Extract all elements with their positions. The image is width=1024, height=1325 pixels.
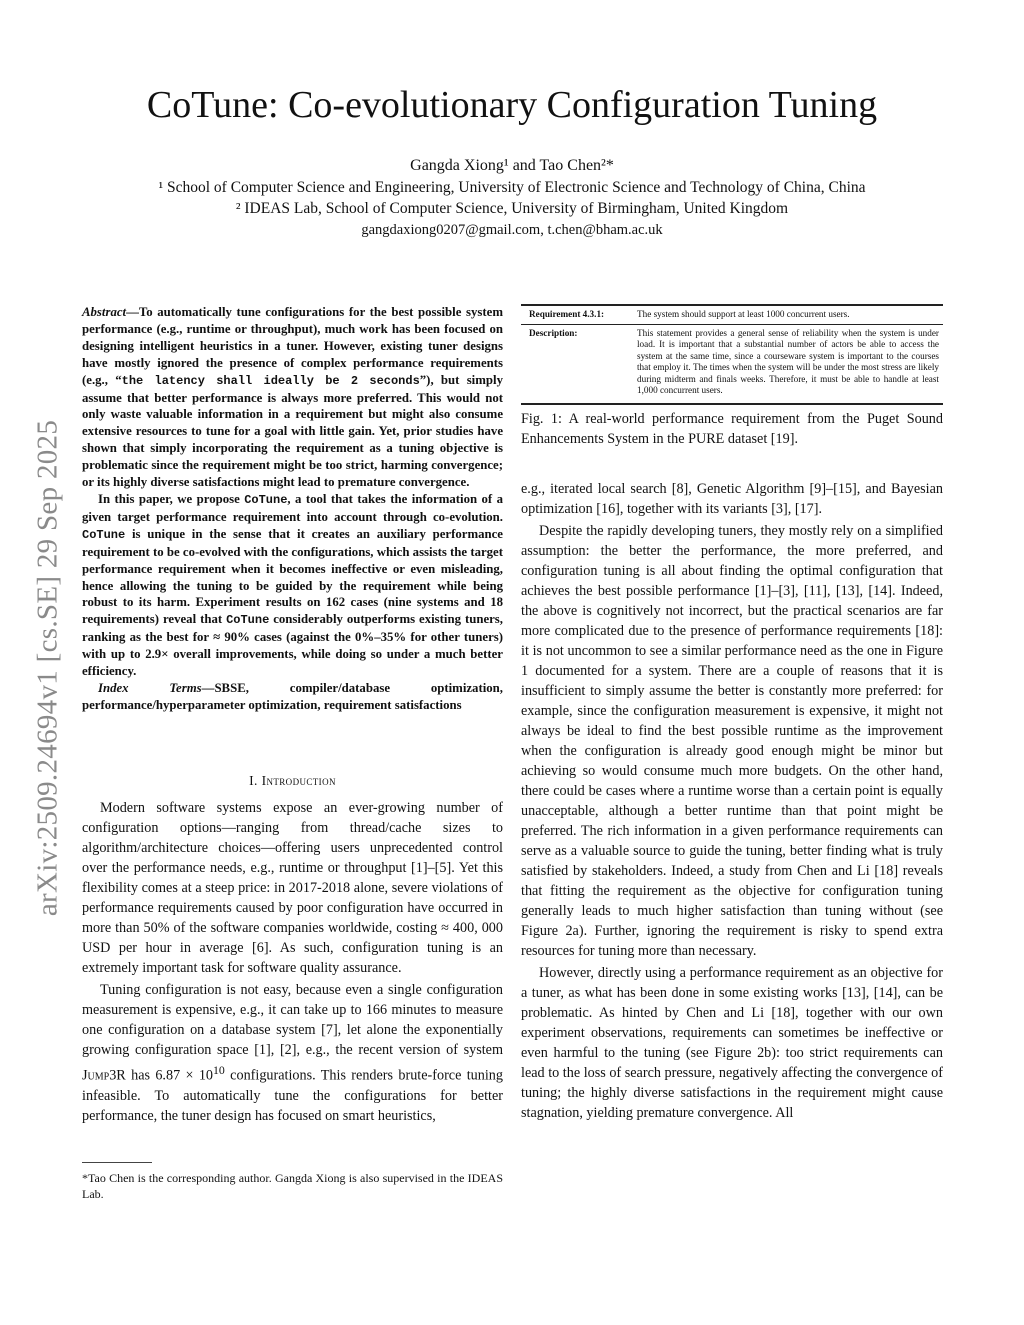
abstract-text: is unique in the sense that it creates an auxiliary performance requirement to be co-evolved with the configurations, which assists the target performance requirement when it becomes ineffective or even misleading, hence allowing the tuning to be guided by the requirement while being robust to its harm. Experiment results on 162 cases (nine systems and 18 requirements) reveal that	[82, 526, 503, 627]
footnote: *Tao Chen is the corresponding author. Gangda Xiong is also supervised in the IDEAS Lab.	[82, 1171, 503, 1201]
description-value: This statement provides a general sense of reliability when the system is under load. It is important that a substantial number of actors be able to access the system at the same time, since a courseware system is important to the courses that employ it. The times when the system will be under the most stress are likely during midterm and finals weeks. Therefore, it must be able to handle at least 1,000 concurrent users.	[633, 324, 943, 404]
tool-name: CoTune	[226, 613, 270, 628]
affiliation-1: ¹ School of Computer Science and Engineering, University of Electronic Science and Technology of China, China	[158, 179, 866, 196]
exponent: 10	[213, 1063, 225, 1077]
introduction-body	[82, 798, 503, 1126]
section-number: I.	[249, 773, 258, 788]
author-emails: gangdaxiong0207@gmail.com, t.chen@bham.ac.uk	[361, 222, 663, 238]
abstract-text: In this paper, we propose	[98, 491, 245, 506]
index-terms-label: Index Terms	[98, 680, 202, 695]
requirement-table	[521, 304, 943, 405]
section-title: Introduction	[261, 773, 336, 788]
abstract-paragraph-1	[82, 304, 503, 491]
requirement-key: Requirement 4.3.1:	[521, 305, 633, 324]
requirement-value: The system should support at least 1000 concurrent users.	[633, 305, 943, 324]
arxiv-side-identifier	[20, 372, 76, 964]
affiliation-2: ² IDEAS Lab, School of Computer Science, University of Birmingham, United Kingdom	[235, 200, 789, 217]
index-terms-text: —SBSE, compiler/database optimization, performance/hyperparameter optimization, requirement satisfactions	[82, 680, 503, 712]
abstract-text: , a tool that takes the information of a given target performance requirement into account through co-evolution.	[82, 491, 503, 524]
abstract-code-example: the latency shall ideally be 2 seconds	[121, 373, 420, 388]
right-paragraph-1: e.g., iterated local search [8], Genetic Algorithm [9]–[15], and Bayesian optimization [16], together with its variants [3], [17].	[521, 481, 943, 517]
abstract-text: considerably outperforms existing tuners, ranking as the best for ≈ 90% cases (against the 0%–35% for other tuners) with up to 2.9× overall improvements, while doing so under a much better efficiency.	[82, 612, 503, 679]
abstract	[82, 304, 503, 714]
table-row	[521, 305, 943, 324]
abstract-text: ”), but simply assume that better performance is always more preferred. This would not only waste valuable information in a requirement but might also consume extensive resources to tune for a goal with little gain. Yet, prior studies have shown that simply incorporating the requirement as a tuning objective is problematic since the requirement might be too strict, harming convergence; or its highly diverse satisfactions might lead to premature convergence.	[82, 372, 503, 490]
intro-text: Tuning configuration is not easy, because even a single configuration measurement is expensive, e.g., it can take up to 166 minutes to measure one configuration on a database system [7], let alone the exponentially growing configuration space [1], [2], e.g., the recent version of system	[82, 982, 503, 1058]
system-name: Jump3R	[82, 1067, 126, 1084]
arxiv-identifier-text: arXiv:2509.24694v1 [cs.SE] 29 Sep 2025	[31, 419, 64, 917]
figure-caption: Fig. 1: A real-world performance requirement from the Puget Sound Enhancements System in the PURE dataset [19].	[521, 411, 943, 447]
paper-title: CoTune: Co-evolutionary Configuration Tuning	[146, 84, 878, 126]
right-column-body	[521, 479, 943, 1123]
intro-text: configurations. This renders brute-force tuning infeasible. To automatically tune the configurations for better performance, the tuner design has focused on smart heuristics,	[82, 1067, 503, 1124]
intro-paragraph-2	[82, 980, 503, 1126]
section-heading	[82, 773, 503, 789]
abstract-text: —To automatically tune configurations for the best possible system performance (e.g., runtime or throughput), much work has been focused on designing intelligent heuristics in a tuner. However, existing tuner designs have mostly ignored the presence of complex performance requirements (e.g., “	[82, 305, 503, 387]
right-paragraph-3: However, directly using a performance requirement as an objective for a tuner, as what has been done in some existing works [13], [14], can be problematic. As hinted by Chen and Li [18], together with our own experiment observations, requirements can sometimes be ineffective or even harmful to the tuning (see Figure 2b): too strict requirements can lead to the loss of search pressure, negatively affecting the convergence of tuning; the highly diverse satisfactions in the requirement might cause stagnation, yielding premature convergence. All	[521, 965, 943, 1121]
abstract-label: Abstract	[82, 305, 127, 319]
abstract-paragraph-2	[82, 491, 503, 680]
table-row	[521, 324, 943, 404]
intro-paragraph-1: Modern software systems expose an ever-growing number of configuration options—ranging from thread/cache sizes to algorithm/architecture choices—offering users unprecedented control over the performance needs, e.g., runtime or throughput [1]–[5]. Yet this flexibility comes at a steep price: in 2017-2018 alone, severe violations of performance requirements caused by poor configuration have occurred in more than 50% of the software companies worldwide, costing ≈ 400, 000 USD per hour in average [6]. As such, configuration tuning is an extremely important task for software quality assurance.	[82, 800, 503, 976]
footnote-rule	[82, 1162, 152, 1163]
intro-text: has 6.87 × 10	[125, 1067, 214, 1084]
right-paragraph-2: Despite the rapidly developing tuners, they mostly rely on a simplified assumption: the better the performance, the more preferred, and configuration tuning is all about finding the optimal configuration that achieves the best possible performance [1]–[3], [11], [13], [14]. Indeed, the above is cognitively not incorrect, but the practical scenarios are far more complicated due to the presence of performance requirements [18]: it is not uncommon to see a similar performance need as the one in Figure 1 documented for a system. There are a couple of reasons that it is insufficient to simply assume the better is constantly more preferred: for example, since the configuration measurement is expensive, it might not always be ideal to find the best possible runtime as the improvement when the configuration is already good enough might be minor but achieving so would consume much more budgets. On the other hand, there could be cases where a runtime worse than a certain point is equally unacceptable, although a better runtime than that point might be preferred. The rich information in a given performance requirements can serve as a valuable source to guide the tuning, better finding what is truly satisfied by stakeholders. Indeed, a study from Chen and Li [18] reveals that fitting the requirement as the objective for configuration tuning generally leads to much higher satisfaction than tuning without (see Figure 2a). Further, ignoring the requirement is risky to spend extra resources for tuning more than necessary.	[521, 523, 943, 959]
description-key: Description:	[521, 324, 633, 404]
tool-name: CoTune	[244, 492, 288, 507]
author-list: Gangda Xiong¹ and Tao Chen²*	[410, 157, 614, 174]
tool-name: CoTune	[82, 527, 126, 542]
index-terms	[82, 680, 503, 714]
